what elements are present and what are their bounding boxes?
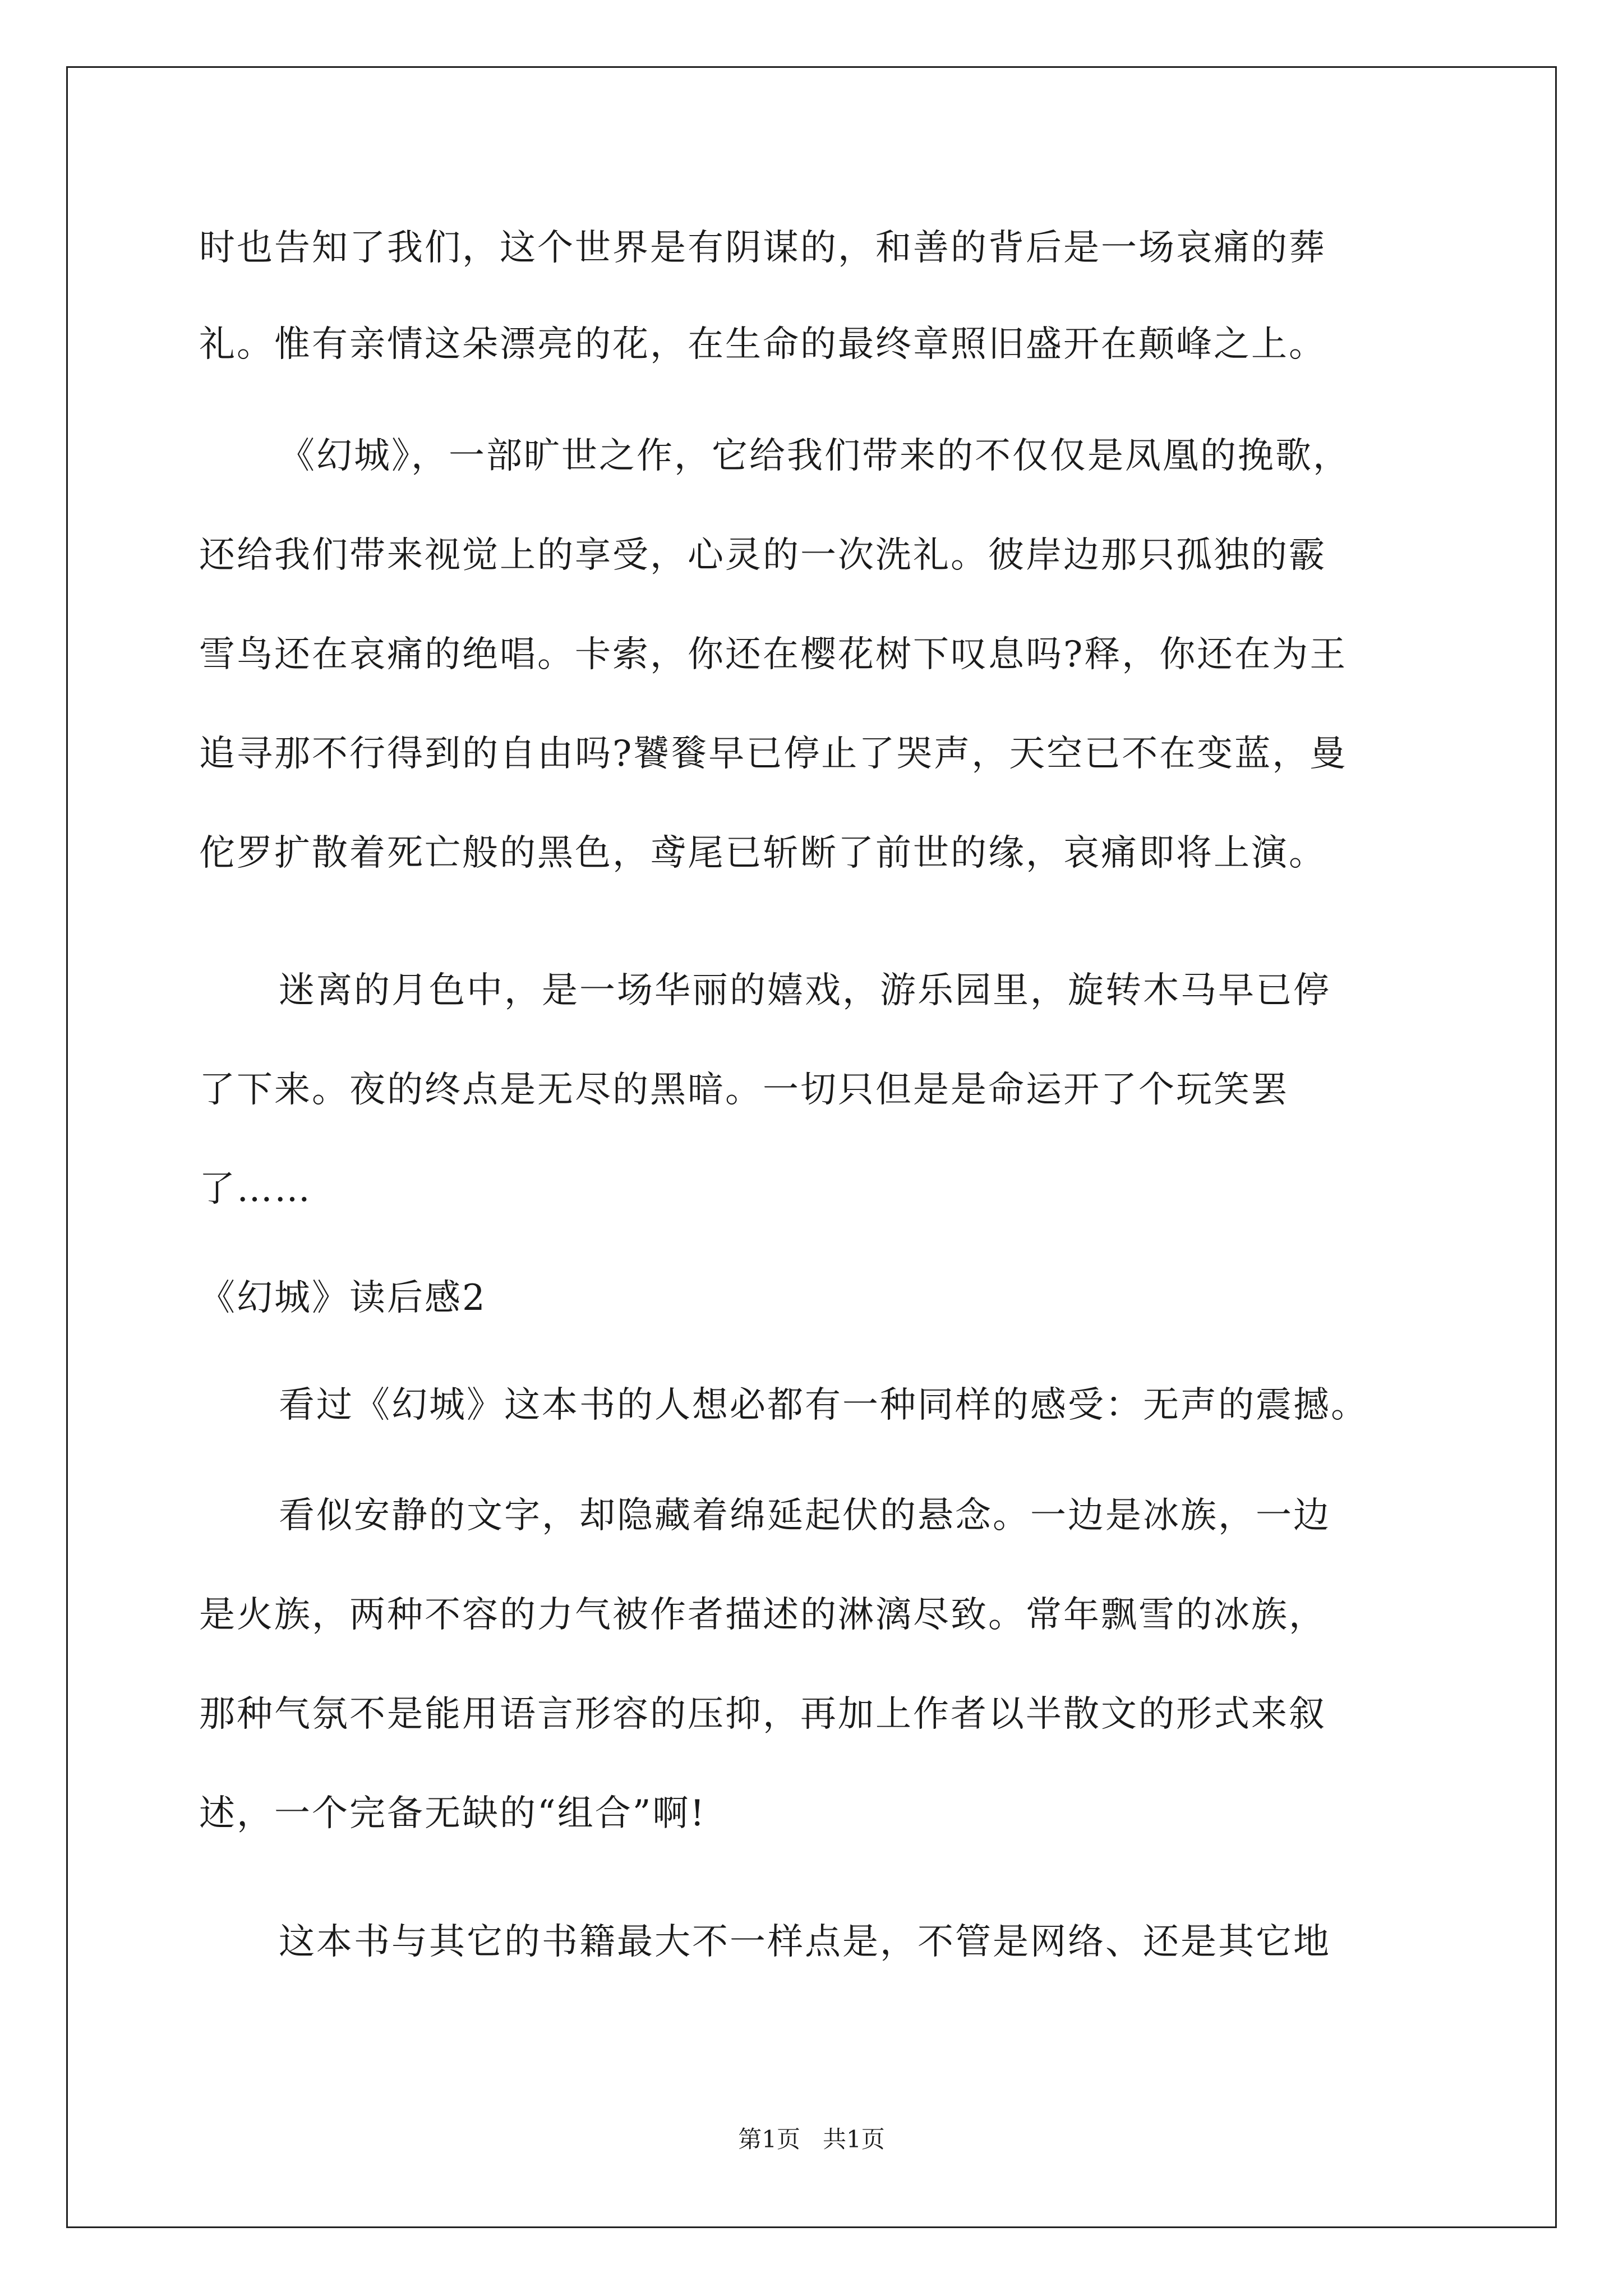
- paragraph-line: 是火族，两种不容的力气被作者描述的淋漓尽致。常年飘雪的冰族，: [199, 1594, 1326, 1636]
- section-heading: 《幻城》读后感2: [199, 1277, 487, 1319]
- paragraph-line: 了……: [199, 1168, 312, 1210]
- paragraph-line: 看似安静的文字，却隐藏着绵延起伏的悬念。一边是冰族，一边: [279, 1495, 1331, 1536]
- paragraph-line: 礼。惟有亲情这朵漂亮的花，在生命的最终章照旧盛开在颠峰之上。: [199, 324, 1326, 365]
- page-border: [66, 66, 1557, 2228]
- paragraph-line: 看过《幻城》这本书的人想必都有一种同样的感受：无声的震撼。: [279, 1384, 1368, 1426]
- paragraph-line: 追寻那不行得到的自由吗?饕餮早已停止了哭声，天空已不在变蓝，曼: [199, 733, 1348, 775]
- paragraph-line: 《幻城》，一部旷世之作，它给我们带来的不仅仅是凤凰的挽歌，: [279, 435, 1350, 477]
- paragraph-line: 那种气氛不是能用语言形容的压抑，再加上作者以半散文的形式来叙: [199, 1694, 1326, 1735]
- paragraph-line: 这本书与其它的书籍最大不一样点是，不管是网络、还是其它地: [279, 1921, 1331, 1963]
- paragraph-line: 了下来。夜的终点是无尽的黑暗。一切只但是是命运开了个玩笑罢: [199, 1069, 1289, 1111]
- paragraph-line: 雪鸟还在哀痛的绝唱。卡索，你还在樱花树下叹息吗?释，你还在为王: [199, 634, 1348, 675]
- page-number-footer: 第1页 共1页: [738, 2125, 885, 2153]
- paragraph-line: 迷离的月色中，是一场华丽的嬉戏，游乐园里，旋转木马早已停: [279, 970, 1331, 1011]
- paragraph-line: 还给我们带来视觉上的享受，心灵的一次洗礼。彼岸边那只孤独的霰: [199, 535, 1326, 576]
- paragraph-line: 述，一个完备无缺的“组合”啊!: [199, 1793, 707, 1834]
- paragraph-line: 佗罗扩散着死亡般的黑色，鸢尾已斩断了前世的缘，哀痛即将上演。: [199, 832, 1326, 874]
- paragraph-line: 时也告知了我们，这个世界是有阴谋的，和善的背后是一场哀痛的葬: [199, 227, 1326, 269]
